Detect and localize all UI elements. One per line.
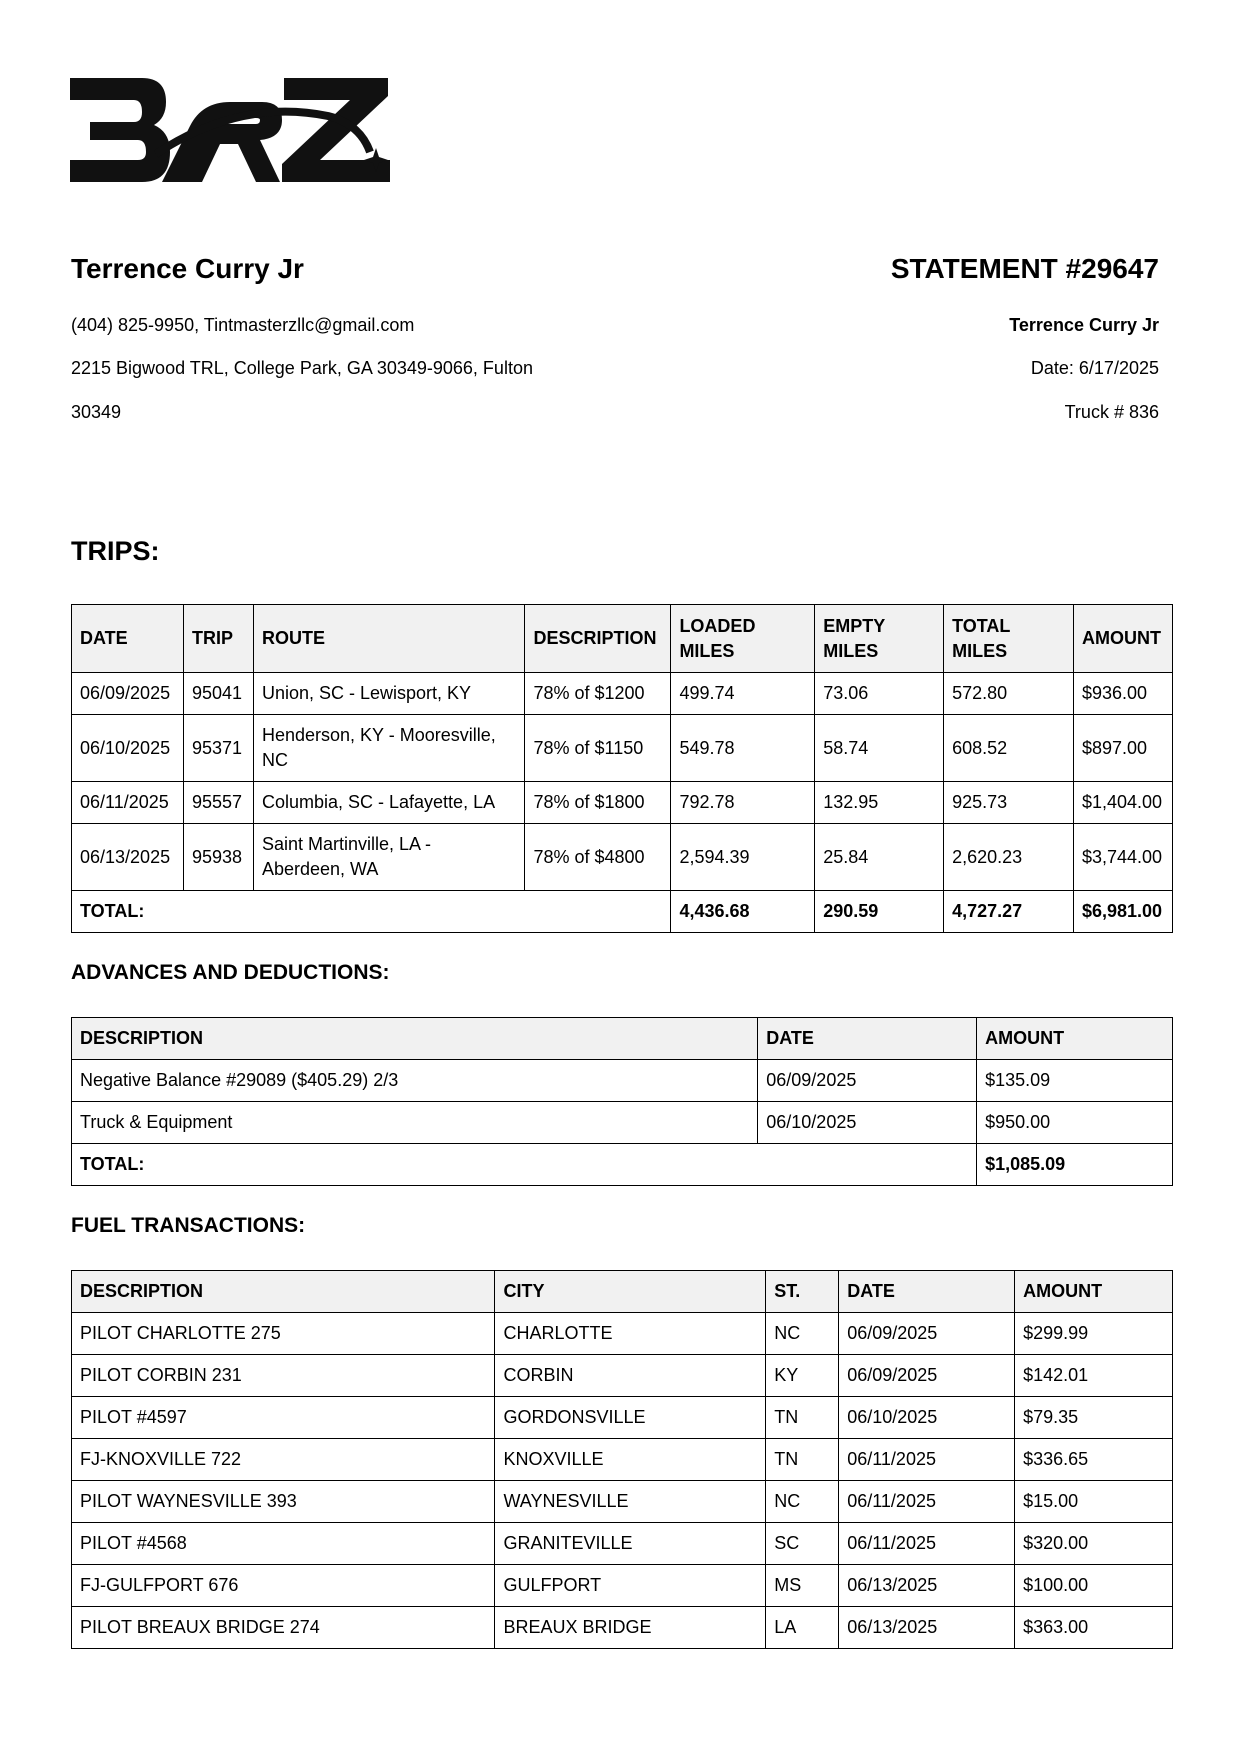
table-row [72,1355,1173,1397]
statement-title: STATEMENT #29647 [890,253,1159,284]
trips-heading: TRIPS: [71,536,160,566]
table-cell: $336.65 [1015,1439,1173,1481]
table-cell: 58.74 [815,715,944,782]
table-row [72,1481,1173,1523]
total-label: TOTAL: [72,891,671,933]
col-header: TRIP [183,605,253,673]
table-cell: 06/09/2025 [758,1060,977,1102]
table-row [72,1397,1173,1439]
table-cell: $936.00 [1073,673,1172,715]
table-cell: CORBIN [495,1355,766,1397]
total-total-miles: 4,727.27 [944,891,1074,933]
table-cell: 95557 [183,782,253,824]
driver-contact: (404) 825-9950, Tintmasterzllc@gmail.com [71,315,415,335]
col-header: DESCRIPTION [72,1271,495,1313]
col-header: ST. [766,1271,839,1313]
table-cell: 132.95 [815,782,944,824]
col-header: TOTAL MILES [944,605,1074,673]
table-cell: 792.78 [671,782,815,824]
driver-address-line2: 30349 [71,402,122,422]
advances-header-row [72,1018,1173,1060]
col-header: EMPTY MILES [815,605,944,673]
table-row [72,782,1173,824]
table-row [72,1313,1173,1355]
table-cell: $100.00 [1015,1565,1173,1607]
col-header: AMOUNT [1015,1271,1173,1313]
table-cell: NC [766,1481,839,1523]
table-cell: $79.35 [1015,1397,1173,1439]
table-cell: $1,404.00 [1073,782,1172,824]
col-header: DATE [72,605,184,673]
table-cell: LA [766,1607,839,1649]
brz-logo [70,78,390,193]
table-cell: 25.84 [815,824,944,891]
statement-truck: Truck # 836 [1064,402,1159,422]
fuel-table [71,1270,1173,1649]
col-header: AMOUNT [977,1018,1173,1060]
table-cell: 2,620.23 [944,824,1074,891]
advances-total-row [72,1144,1173,1186]
table-cell: 06/09/2025 [72,673,184,715]
table-cell: $299.99 [1015,1313,1173,1355]
table-cell: 06/11/2025 [839,1481,1015,1523]
table-cell: BREAUX BRIDGE [495,1607,766,1649]
table-cell: 499.74 [671,673,815,715]
col-header: LOADED MILES [671,605,815,673]
table-cell: Columbia, SC - Lafayette, LA [253,782,525,824]
table-cell: 06/10/2025 [758,1102,977,1144]
table-cell: 78% of $1200 [525,673,671,715]
fuel-header-row [72,1271,1173,1313]
total-empty-miles: 290.59 [815,891,944,933]
table-cell: 95041 [183,673,253,715]
table-cell: PILOT BREAUX BRIDGE 274 [72,1607,495,1649]
table-cell: 06/09/2025 [839,1313,1015,1355]
table-cell: PILOT #4568 [72,1523,495,1565]
col-header: DATE [758,1018,977,1060]
advances-table [71,1017,1173,1186]
table-cell: 572.80 [944,673,1074,715]
table-cell: $135.09 [977,1060,1173,1102]
table-cell: PILOT CHARLOTTE 275 [72,1313,495,1355]
table-cell: $950.00 [977,1102,1173,1144]
table-cell: 549.78 [671,715,815,782]
table-cell: KNOXVILLE [495,1439,766,1481]
table-row [72,673,1173,715]
driver-name: Terrence Curry Jr [71,253,304,284]
table-cell: 06/11/2025 [839,1523,1015,1565]
trips-total-row [72,891,1173,933]
table-cell: $320.00 [1015,1523,1173,1565]
table-cell: $3,744.00 [1073,824,1172,891]
col-header: DESCRIPTION [525,605,671,673]
table-cell: GRANITEVILLE [495,1523,766,1565]
table-cell: 925.73 [944,782,1074,824]
table-row [72,824,1173,891]
table-cell: Truck & Equipment [72,1102,758,1144]
total-loaded-miles: 4,436.68 [671,891,815,933]
table-cell: $15.00 [1015,1481,1173,1523]
fuel-heading: FUEL TRANSACTIONS: [71,1214,306,1237]
table-cell: 06/10/2025 [839,1397,1015,1439]
table-cell: FJ-KNOXVILLE 722 [72,1439,495,1481]
table-cell: Negative Balance #29089 ($405.29) 2/3 [72,1060,758,1102]
table-cell: 06/10/2025 [72,715,184,782]
table-cell: $897.00 [1073,715,1172,782]
table-row [72,1523,1173,1565]
table-row [72,1102,1173,1144]
table-cell: TN [766,1439,839,1481]
table-cell: WAYNESVILLE [495,1481,766,1523]
table-cell: $363.00 [1015,1607,1173,1649]
table-cell: SC [766,1523,839,1565]
statement-date: Date: 6/17/2025 [1030,358,1159,378]
table-row [72,1607,1173,1649]
table-cell: KY [766,1355,839,1397]
trips-table [71,604,1173,933]
table-cell: 608.52 [944,715,1074,782]
col-header: DATE [839,1271,1015,1313]
total-label: TOTAL: [72,1144,977,1186]
table-cell: 2,594.39 [671,824,815,891]
total-amount: $6,981.00 [1073,891,1172,933]
table-cell: $142.01 [1015,1355,1173,1397]
trips-header-row [72,605,1173,673]
table-cell: 78% of $1150 [525,715,671,782]
table-cell: 73.06 [815,673,944,715]
table-cell: GULFPORT [495,1565,766,1607]
table-cell: 95371 [183,715,253,782]
table-row [72,1439,1173,1481]
table-row [72,715,1173,782]
table-cell: 06/11/2025 [839,1439,1015,1481]
table-cell: PILOT CORBIN 231 [72,1355,495,1397]
table-row [72,1565,1173,1607]
table-cell: NC [766,1313,839,1355]
table-cell: MS [766,1565,839,1607]
table-cell: GORDONSVILLE [495,1397,766,1439]
table-cell: 06/13/2025 [839,1565,1015,1607]
table-cell: 95938 [183,824,253,891]
table-row [72,1060,1173,1102]
col-header: ROUTE [253,605,525,673]
table-cell: PILOT #4597 [72,1397,495,1439]
table-cell: 78% of $4800 [525,824,671,891]
table-cell: Henderson, KY - Mooresville, NC [253,715,525,782]
table-cell: Saint Martinville, LA - Aberdeen, WA [253,824,525,891]
table-cell: CHARLOTTE [495,1313,766,1355]
statement-name: Terrence Curry Jr [1009,315,1159,335]
advances-heading: ADVANCES AND DEDUCTIONS: [71,961,390,984]
col-header: AMOUNT [1073,605,1172,673]
table-cell: 06/13/2025 [839,1607,1015,1649]
table-cell: 06/09/2025 [839,1355,1015,1397]
col-header: DESCRIPTION [72,1018,758,1060]
table-cell: TN [766,1397,839,1439]
total-amount: $1,085.09 [977,1144,1173,1186]
table-cell: 06/13/2025 [72,824,184,891]
table-cell: 78% of $1800 [525,782,671,824]
table-cell: FJ-GULFPORT 676 [72,1565,495,1607]
table-cell: 06/11/2025 [72,782,184,824]
col-header: CITY [495,1271,766,1313]
table-cell: PILOT WAYNESVILLE 393 [72,1481,495,1523]
table-cell: Union, SC - Lewisport, KY [253,673,525,715]
driver-address-line1: 2215 Bigwood TRL, College Park, GA 30349-9066, Fulton [71,358,533,378]
